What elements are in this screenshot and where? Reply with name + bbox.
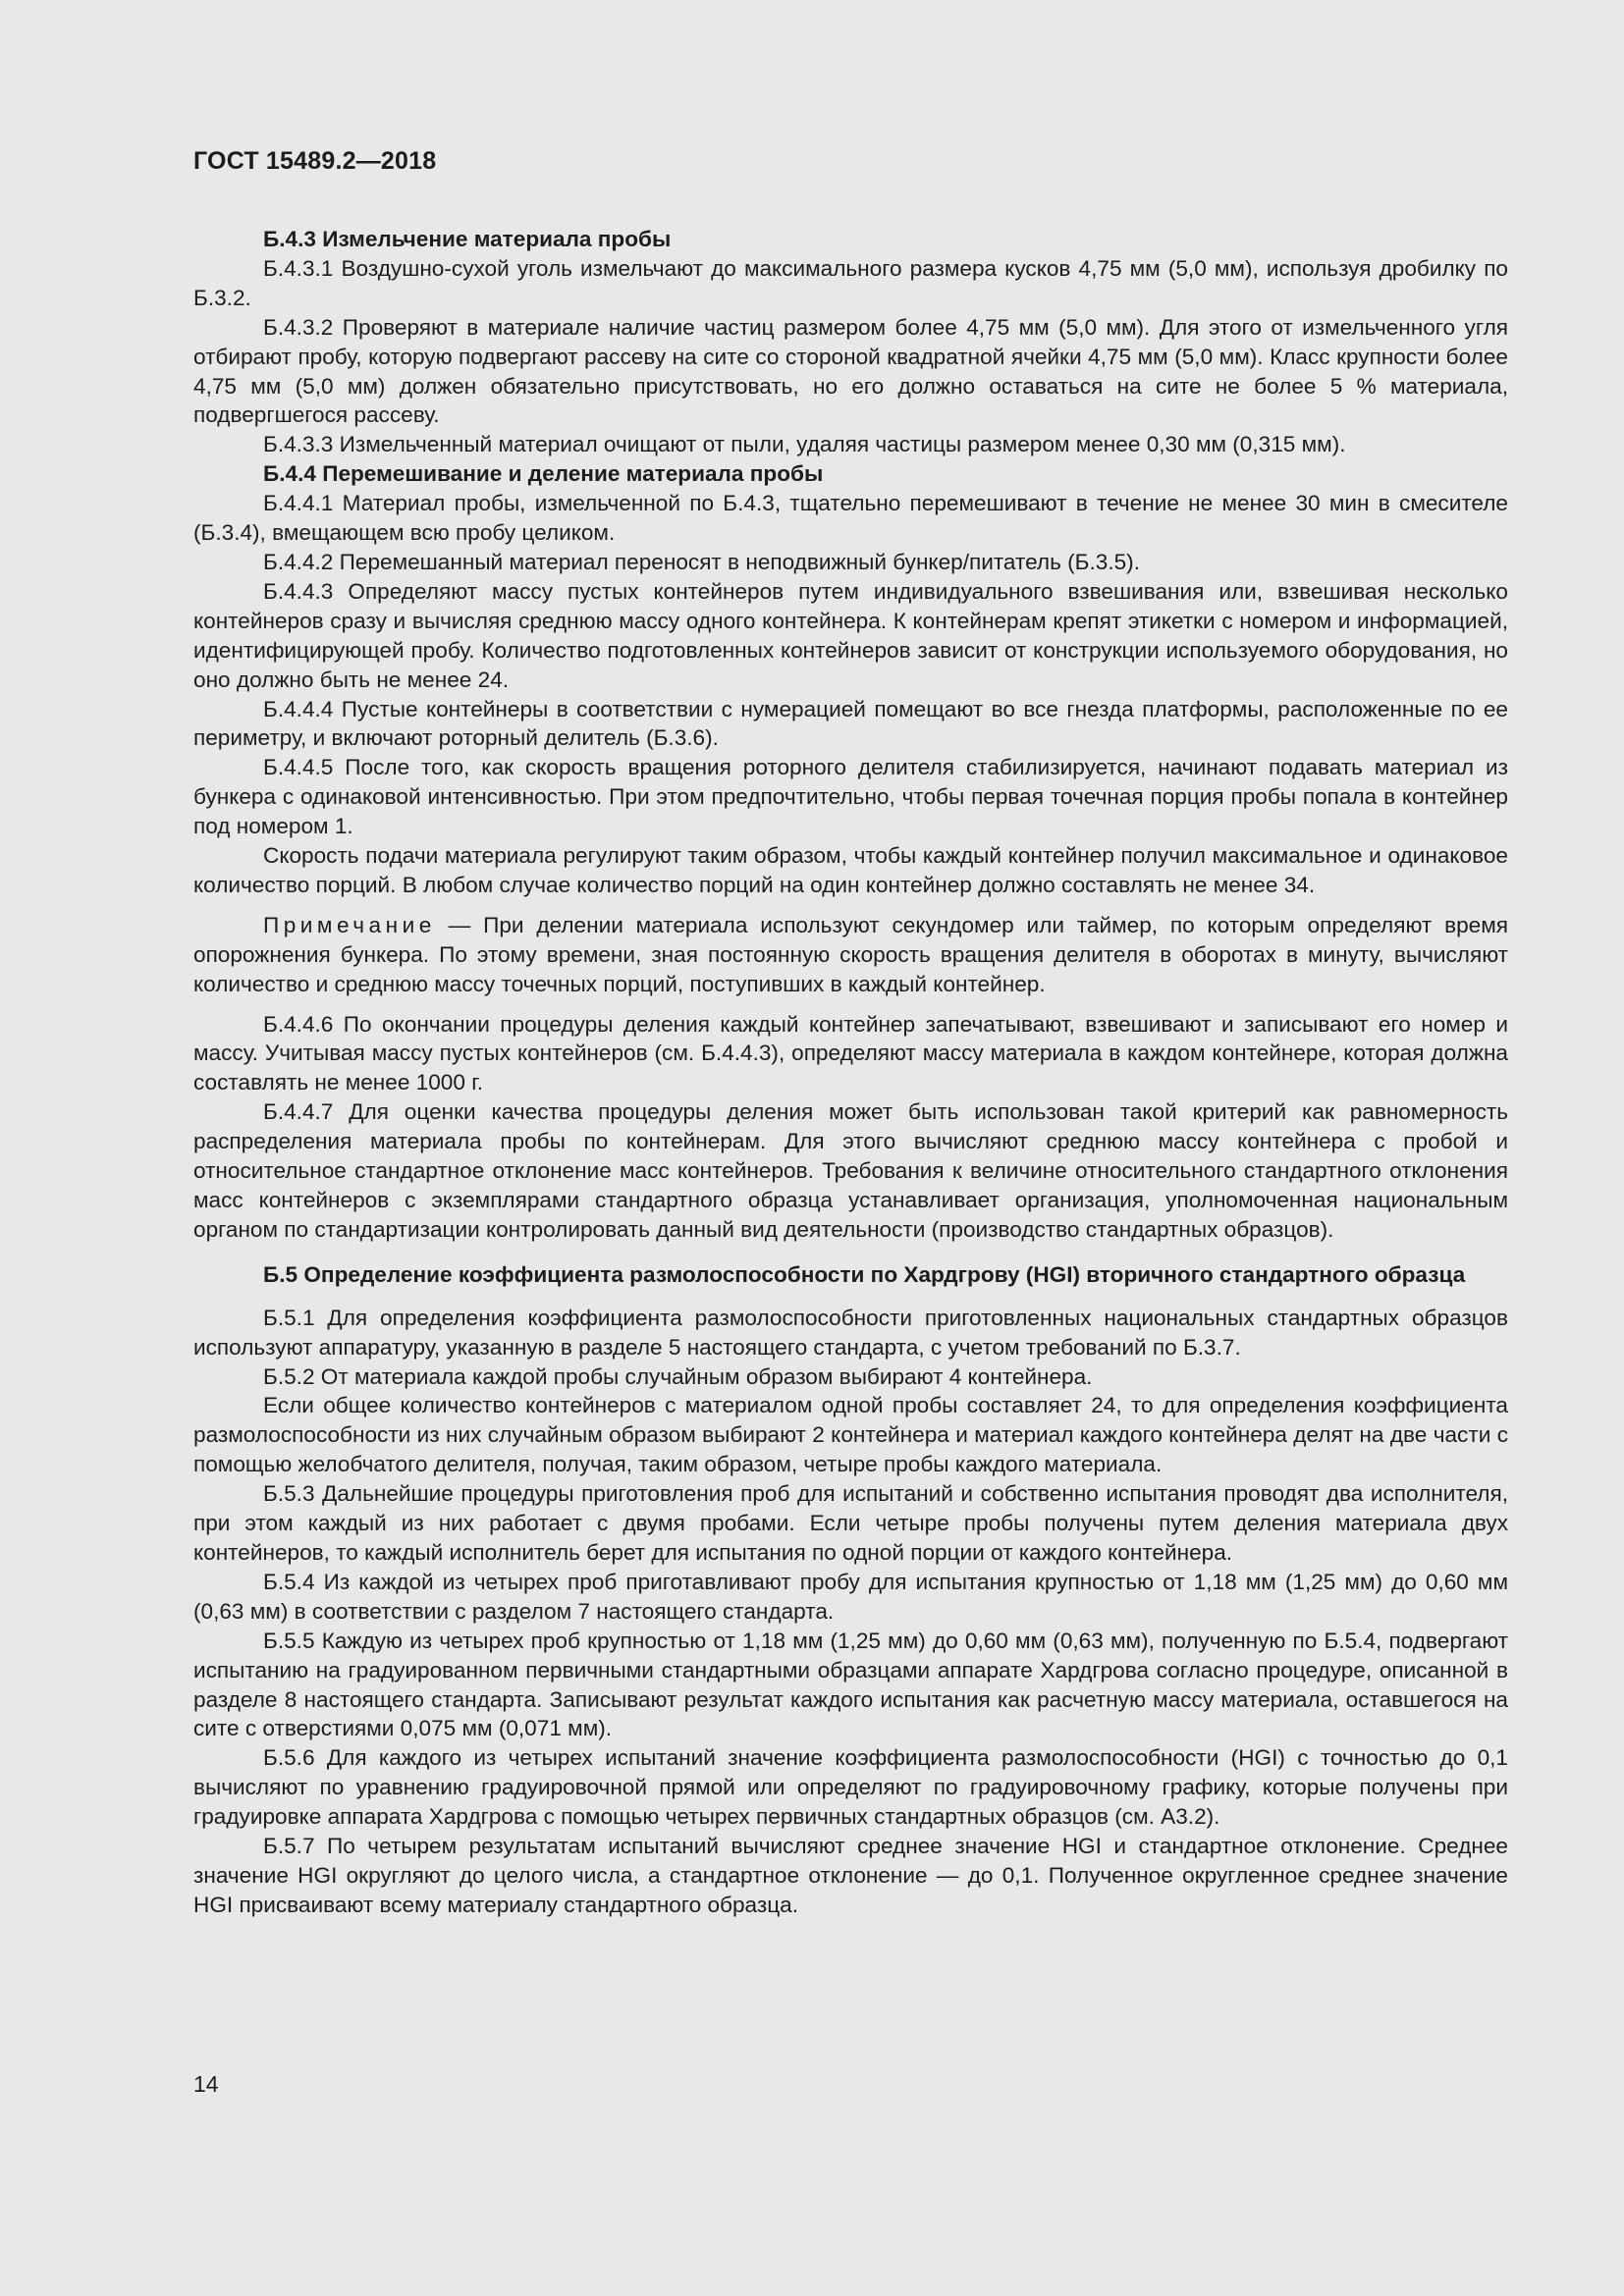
page-number: 14 (193, 2071, 219, 2097)
paragraph-b-4-4-7: Б.4.4.7 Для оценки качества процедуры деления может быть использован такой критерий как равномерность распределения материала пробы по контейнерам. Для этого вычисляют среднюю массу контейнера с пробой и относительное стандартное отклонение масс контейнеров. Требования к величине относительного стандартного отклонения масс контейнеров с экземплярами стандартного образца устанавливает организация, уполномоченная национальным органом по стандартизации контролировать данный вид деятельности (производство стандартных образцов). (193, 1099, 1508, 1242)
document-body (193, 225, 1508, 1920)
paragraph-b-5-7: Б.5.7 По четырем результатам испытаний вычисляют среднее значение HGI и стандартное отклонение. Среднее значение HGI округляют до целого числа, а стандартное отклонение — до 0,1. Полученное округленное среднее значение HGI присваивают всему материалу стандартного образца. (193, 1834, 1508, 1917)
document-header: ГОСТ 15489.2—2018 (193, 147, 437, 175)
paragraph-b-4-3-1: Б.4.3.1 Воздушно-сухой уголь измельчают до максимального размера кусков 4,75 мм (5,0 мм), используя дробилку по Б.3.2. (193, 255, 1508, 310)
paragraph-b-4-4-1: Б.4.4.1 Материал пробы, измельченной по Б.4.3, тщательно перемешивают в течение не менее 30 мин в смесителе (Б.3.4), вмещающем всю пробу целиком. (193, 491, 1508, 546)
paragraph-b-4-4-4: Б.4.4.4 Пустые контейнеры в соответствии с нумерацией помещают во все гнезда платформы, расположенные по ее периметру, и включают роторный делитель (Б.3.6). (193, 696, 1508, 751)
paragraph-feed-rate: Скорость подачи материала регулируют таким образом, чтобы каждый контейнер получил максимальное и одинаковое количество порций. В любом случае количество порций на один контейнер должно составлять не менее 34. (193, 843, 1508, 897)
note-label: Примечание (263, 912, 436, 937)
paragraph-b-5-5: Б.5.5 Каждую из четырех проб крупностью от 1,18 мм (1,25 мм) до 0,60 мм (0,63 мм), полученную по Б.5.4, подвергают испытанию на градуированном первичными стандартными образцами аппарате Хардгрова согласно процедуре, описанной в разделе 8 настоящего стандарта. Записывают результат каждого испытания как расчетную массу материала, оставшегося на сите с отверстиями 0,075 мм (0,071 мм). (193, 1628, 1508, 1741)
paragraph-b-4-4-3: Б.4.4.3 Определяют массу пустых контейнеров путем индивидуального взвешивания или, взвешивая несколько контейнеров сразу и вычисляя среднюю массу одного контейнера. К контейнерам крепят этикетки с номером и информацией, идентифицирующей пробу. Количество подготовленных контейнеров зависит от конструкции используемого оборудования, но оно должно быть не менее 24. (193, 578, 1508, 692)
paragraph-b-5-2: Б.5.2 От материала каждой пробы случайным образом выбирают 4 контейнера. (263, 1363, 1093, 1389)
paragraph-b-5-6: Б.5.6 Для каждого из четырех испытаний значение коэффициента размолоспособности (HGI) с точностью до 0,1 вычисляют по уравнению градуировочной прямой или определяют по градуировочному графику, которые получены при градуировке аппарата Хардгрова с помощью четырех первичных стандартных образцов (см. А3.2). (193, 1745, 1508, 1830)
section-heading-b-4-3: Б.4.3 Измельчение материала пробы (263, 227, 672, 251)
paragraph-b-4-4-5: Б.4.4.5 После того, как скорость вращения роторного делителя стабилизируется, начинают подавать материал из бункера с одинаковой интенсивностью. При этом предпочтительно, чтобы первая точечная порция пробы попала в контейнер под номером 1. (193, 755, 1508, 839)
paragraph-b-4-3-3: Б.4.3.3 Измельченный материал очищают от пыли, удаляя частицы размером менее 0,30 мм (0,315 мм). (263, 432, 1346, 457)
paragraph-b-4-3-2: Б.4.3.2 Проверяют в материале наличие частиц размером более 4,75 мм (5,0 мм). Для этого от измельченного угля отбирают пробу, которую подвергают рассеву на сите со стороной квадратной ячейки 4,75 мм (5,0 мм). Класс крупности более 4,75 мм (5,0 мм) должен обязательно присутствовать, но его должно оставаться на сите не более 5 % материала, подвергшегося рассеву. (193, 314, 1508, 428)
note-text: — При делении материала используют секундомер или таймер, по которым определяют время опорожнения бункера. По этому времени, зная постоянную скорость вращения делителя в оборотах в минуту, вычисляют количество и среднюю массу точечных порций, поступивших в каждый контейнер. (193, 912, 1508, 996)
section-heading-b-4-4: Б.4.4 Перемешивание и деление материала пробы (263, 461, 824, 487)
paragraph-b-4-4-2: Б.4.4.2 Перемешанный материал переносят в неподвижный бункер/питатель (Б.3.5). (263, 549, 1140, 574)
paragraph-b-5-4: Б.5.4 Из каждой из четырех проб приготавливают пробу для испытания крупностью от 1,18 мм (1,25 мм) до 0,60 мм (0,63 мм) в соответствии с разделом 7 настоящего стандарта. (193, 1569, 1508, 1624)
paragraph-b-5-1: Б.5.1 Для определения коэффициента размолоспособности приготовленных национальных стандартных образцов используют аппаратуру, указанную в разделе 5 настоящего стандарта, с учетом требований по Б.3.7. (193, 1305, 1508, 1360)
paragraph-b-5-3: Б.5.3 Дальнейшие процедуры приготовления проб для испытаний и собственно испытания проводят два исполнителя, при этом каждый из них работает с двумя пробами. Если четыре пробы получены путем деления материала двух контейнеров, то каждый исполнитель берет для испытания по одной порции от каждого контейнера. (193, 1481, 1508, 1565)
paragraph-b-5-2-cont: Если общее количество контейнеров с материалом одной пробы составляет 24, то для определения коэффициента размолоспособности из них случайным образом выбирают 2 контейнера и материал каждого контейнера делят на две части с помощью желобчатого делителя, получая, таким образом, четыре пробы каждого материала. (193, 1393, 1508, 1477)
note-paragraph (193, 911, 1508, 999)
section-heading-b-5: Б.5 Определение коэффициента размолоспособности по Хардгрову (HGI) вторичного стандартного образца (263, 1261, 1466, 1287)
paragraph-b-4-4-6: Б.4.4.6 По окончании процедуры деления каждый контейнер запечатывают, взвешивают и записывают его номер и массу. Учитывая массу пустых контейнеров (см. Б.4.4.3), определяют массу материала в каждом контейнере, которая должна составлять не менее 1000 г. (193, 1011, 1508, 1095)
